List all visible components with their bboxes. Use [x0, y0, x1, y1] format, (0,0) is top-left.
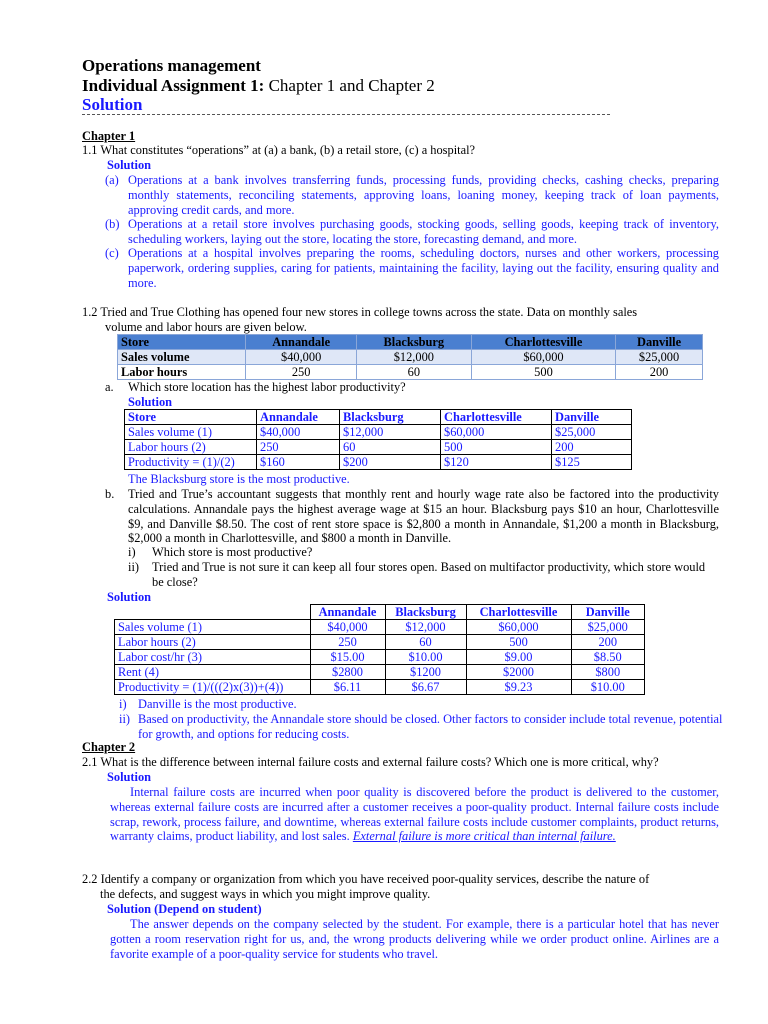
answer-1-1-a-label: (a)	[105, 173, 119, 187]
table-cell: $40,000	[257, 425, 340, 440]
part-a-solution-label: Solution	[128, 395, 173, 409]
part-b-i-label: i)	[128, 545, 136, 559]
table-multifactor-productivity	[114, 604, 645, 695]
table-cell: Labor cost/hr (3)	[115, 650, 311, 665]
answer-1-1-a: Operations at a bank involves transferring funds, processing funds, providing checks, cashing checks, preparing monthly statements, reconciling statements, approving loans, loaning money, keeping track of loan payments, approving credit cards, and more.	[128, 173, 719, 217]
table-cell: $25,000	[571, 620, 645, 635]
assignment-title	[82, 76, 435, 96]
table-row	[115, 665, 645, 680]
table-cell: Productivity = (1)/(2)	[125, 455, 257, 470]
question-1-2-line1: 1.2 Tried and True Clothing has opened four new stores in college towns across the state. Data on monthly sales	[82, 305, 638, 319]
table-header-cell: Charlottesville	[441, 410, 552, 425]
question-1-1: 1.1 What constitutes “operations” at (a) a bank, (b) a retail store, (c) a hospital?	[82, 143, 476, 157]
question-2-1-solution-label: Solution	[107, 770, 152, 784]
table-cell: $125	[552, 455, 632, 470]
part-b-question: Tried and True’s accountant suggests that monthly rent and hourly wage rate also be factored into the productivity calculations. Annandale pays the highest average wage at $15 an hour. Blacksburg pays $10 an hour, Charlottesville $9, and Danville $8.50. The cost of rent store space is $2,800 a month in Annandale, $1,200 a month in Blacksburg, $2,000 a month in Charlottesville, and $800 a month in Danville.	[128, 487, 719, 546]
table-cell: Labor hours (2)	[125, 440, 257, 455]
table-header-cell: Blacksburg	[340, 410, 441, 425]
part-b-solution-label: Solution	[107, 590, 152, 604]
table-cell: $10.00	[571, 680, 645, 695]
table-cell: $12,000	[356, 350, 471, 365]
table-header-row	[115, 605, 645, 620]
table-header-cell: Store	[118, 335, 246, 350]
table-cell: $40,000	[246, 350, 356, 365]
course-title: Operations management	[82, 56, 261, 75]
table-cell: 200	[552, 440, 632, 455]
part-a-label: a.	[105, 380, 114, 394]
table-cell: $2800	[310, 665, 385, 680]
question-2-1: 2.1 What is the difference between internal failure costs and external failure costs? Which one is more critical, why?	[82, 755, 659, 769]
table-cell: $12,000	[385, 620, 466, 635]
table-cell: Labor hours	[118, 365, 246, 380]
table-cell: 250	[246, 365, 356, 380]
table-cell: $60,000	[466, 620, 571, 635]
table-row	[118, 350, 703, 365]
table-store-data	[117, 334, 703, 380]
answer-1-1-c: Operations at a hospital involves preparing the rooms, scheduling doctors, nurses and other workers, processing paperwork, ordering supplies, caring for patients, maintaining the facility, laying out the facility, ensuring quality and more.	[128, 246, 719, 290]
table-cell: Sales volume (1)	[115, 620, 311, 635]
table-cell: 60	[340, 440, 441, 455]
table-cell: 250	[257, 440, 340, 455]
table-cell: $160	[257, 455, 340, 470]
part-a-answer: The Blacksburg store is the most productive.	[128, 472, 350, 486]
table-cell: $1200	[385, 665, 466, 680]
table-header-cell: Blacksburg	[356, 335, 471, 350]
table-cell: $8.50	[571, 650, 645, 665]
question-1-2-line2: volume and labor hours are given below.	[105, 320, 307, 334]
assignment-title-bold: Individual Assignment 1:	[82, 76, 265, 95]
table-row	[118, 365, 703, 380]
table-row	[115, 650, 645, 665]
question-1-1-solution-label: Solution	[107, 158, 152, 172]
part-b-label: b.	[105, 487, 115, 501]
table-header-cell: Danville	[571, 605, 645, 620]
table-row	[115, 620, 645, 635]
table-row	[125, 440, 632, 455]
table-header-cell: Danville	[552, 410, 632, 425]
table-cell: Rent (4)	[115, 665, 311, 680]
part-b-answer-i: Danville is the most productive.	[138, 697, 297, 711]
table-header-cell: Blacksburg	[385, 605, 466, 620]
part-b-ii: Tried and True is not sure it can keep all four stores open. Based on multifactor productivity, which store would be close?	[152, 560, 706, 589]
table-cell: 500	[466, 635, 571, 650]
answer-2-1-emphasis: External failure is more critical than internal failure.	[352, 829, 616, 844]
table-cell: 500	[471, 365, 615, 380]
table-cell: Sales volume (1)	[125, 425, 257, 440]
part-a-question: Which store location has the highest labor productivity?	[128, 380, 406, 394]
part-b-ii-label: ii)	[128, 560, 140, 574]
chapter-2-heading: Chapter 2	[82, 740, 136, 754]
question-2-2-solution-label: Solution (Depend on student)	[107, 902, 262, 916]
chapter-1-heading: Chapter 1	[82, 129, 136, 143]
table-header-cell: Annandale	[246, 335, 356, 350]
table-header-cell: Annandale	[310, 605, 385, 620]
table-row	[115, 635, 645, 650]
part-b-answer-i-label: i)	[119, 697, 127, 711]
table-cell: $60,000	[441, 425, 552, 440]
table-cell: 60	[356, 365, 471, 380]
table-row	[125, 455, 632, 470]
part-b-answer-ii-label: ii)	[119, 712, 131, 726]
table-cell: $10.00	[385, 650, 466, 665]
table-cell: $25,000	[616, 350, 703, 365]
answer-2-1-text: Internal failure costs are incurred when poor quality is discovered before the product is delivered to the customer, whereas external failure costs are incurred after a customer receives a poor-quality product. Internal failure costs include scrap, rework, process failure, and downtime, whereas external failure costs include customer complaints, product returns, warranty claims, product liability, and lost sales.	[110, 785, 719, 844]
table-cell: $120	[441, 455, 552, 470]
table-cell: $2000	[466, 665, 571, 680]
table-header-cell: Store	[125, 410, 257, 425]
table-header-blank	[115, 605, 311, 620]
table-cell: Labor hours (2)	[115, 635, 311, 650]
table-cell: $15.00	[310, 650, 385, 665]
table-header-cell: Danville	[616, 335, 703, 350]
table-cell: 500	[441, 440, 552, 455]
table-cell: $6.67	[385, 680, 466, 695]
table-cell: $200	[340, 455, 441, 470]
table-cell: $9.00	[466, 650, 571, 665]
table-cell: $40,000	[310, 620, 385, 635]
table-cell: 200	[616, 365, 703, 380]
table-cell: $800	[571, 665, 645, 680]
table-header-row	[118, 335, 703, 350]
table-cell: 200	[571, 635, 645, 650]
question-2-2-line2: the defects, and suggest ways in which you might improve quality.	[100, 887, 431, 901]
answer-1-1-b-label: (b)	[105, 217, 120, 231]
table-header-cell: Charlottesville	[471, 335, 615, 350]
table-cell: $12,000	[340, 425, 441, 440]
table-row	[125, 425, 632, 440]
table-cell: $25,000	[552, 425, 632, 440]
part-b-i: Which store is most productive?	[152, 545, 313, 559]
table-cell: $6.11	[310, 680, 385, 695]
table-row	[115, 680, 645, 695]
answer-1-1-b: Operations at a retail store involves purchasing goods, stocking goods, selling goods, keeping track of inventory, scheduling workers, laying out the store, locating the store, forecasting demand, and more.	[128, 217, 719, 246]
table-cell: Productivity = (1)/(((2)x(3))+(4))	[115, 680, 311, 695]
solution-heading: Solution	[82, 95, 143, 114]
table-header-row	[125, 410, 632, 425]
table-cell: $9.23	[466, 680, 571, 695]
question-2-2-line1: 2.2 Identify a company or organization from which you have received poor-quality services, describe the nature of	[82, 872, 650, 886]
divider	[82, 114, 610, 115]
answer-2-2: The answer depends on the company selected by the student. For example, there is a particular hotel that has never gotten a room reservation right for us, and, the wrong products delivering while we order product online. Airlines are a favorite example of a poor-quality service for students who travel.	[110, 917, 719, 961]
table-cell: $60,000	[471, 350, 615, 365]
table-header-cell: Charlottesville	[466, 605, 571, 620]
answer-2-1	[110, 785, 719, 844]
table-cell: 60	[385, 635, 466, 650]
table-cell: Sales volume	[118, 350, 246, 365]
assignment-title-rest: Chapter 1 and Chapter 2	[264, 76, 435, 95]
table-header-cell: Annandale	[257, 410, 340, 425]
table-cell: 250	[310, 635, 385, 650]
part-b-answer-ii: Based on productivity, the Annandale store should be closed. Other factors to consider include total revenue, potential for growth, and options for reducing costs.	[138, 712, 723, 741]
table-labor-productivity	[124, 409, 632, 470]
answer-1-1-c-label: (c)	[105, 246, 119, 260]
